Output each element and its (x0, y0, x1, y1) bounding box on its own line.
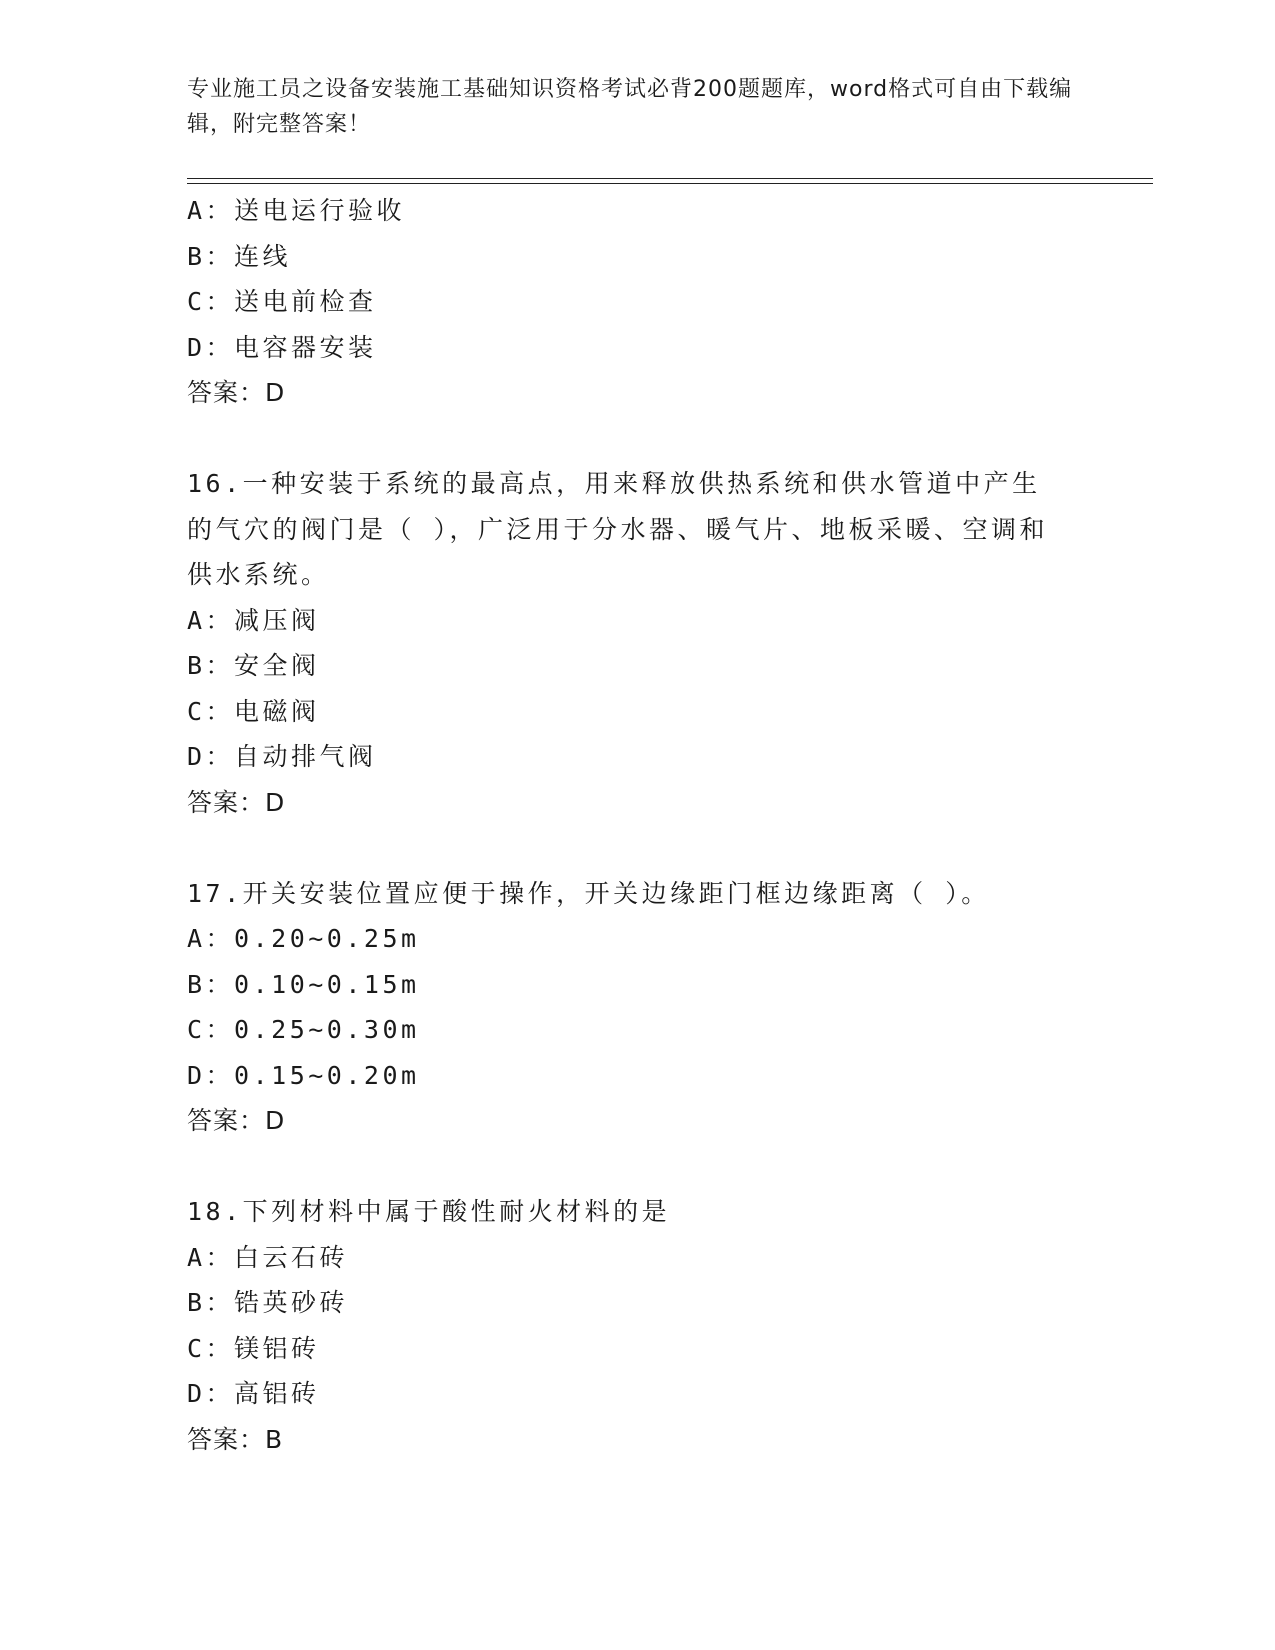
q16-answer: 答案：D (187, 787, 286, 817)
document-header: 专业施工员之设备安装施工基础知识资格考试必背200题题库，word格式可自由下载编辑，附完整答案！ (187, 77, 1073, 137)
q18-option-d: D：高铝砖 (187, 1379, 320, 1408)
q15-option-d: D：电容器安装 (187, 332, 377, 362)
q15-answer: 答案：D (187, 378, 286, 407)
header-divider-top (187, 178, 1153, 179)
q18-option-c: C：镁铝砖 (187, 1333, 320, 1363)
q17-stem: 17.开关安装位置应便于操作，开关边缘距门框边缘距离（ ）。 (187, 878, 990, 908)
question-list (187, 188, 1077, 1462)
q15-option-b: B：连线 (187, 241, 292, 271)
q18-option-b: B：锆英砂砖 (187, 1288, 349, 1317)
question-16-block (187, 461, 1077, 825)
q17-option-c: C：0.25~0.30m (187, 1015, 420, 1044)
q17-option-b: B：0.10~0.15m (187, 969, 420, 999)
q15-option-a: A：送电运行验收 (187, 196, 406, 225)
q16-option-b: B：安全阀 (187, 651, 320, 680)
question-17-block (187, 871, 1077, 1144)
q18-answer: 答案：B (187, 1424, 284, 1454)
q18-stem: 18.下列材料中属于酸性耐火材料的是 (187, 1197, 671, 1226)
q16-option-d: D：自动排气阀 (187, 742, 377, 771)
q18-option-a: A：白云石砖 (187, 1242, 349, 1272)
q17-answer: 答案：D (187, 1106, 286, 1135)
question-18-block (187, 1189, 1077, 1462)
q17-option-d: D：0.15~0.20m (187, 1060, 420, 1090)
q16-option-a: A：减压阀 (187, 605, 320, 635)
q16-stem: 16.一种安装于系统的最高点，用来释放供热系统和供水管道中产生的气穴的阀门是（ ），广泛用于分水器、暖气片、地板采暖、空调和供水系统。 (187, 469, 1049, 589)
q16-option-c: C：电磁阀 (187, 696, 320, 726)
q15-option-c: C：送电前检查 (187, 287, 377, 316)
question-15-block (187, 188, 1077, 416)
header-divider-bottom (187, 183, 1153, 184)
q17-option-a: A：0.20~0.25m (187, 924, 420, 953)
